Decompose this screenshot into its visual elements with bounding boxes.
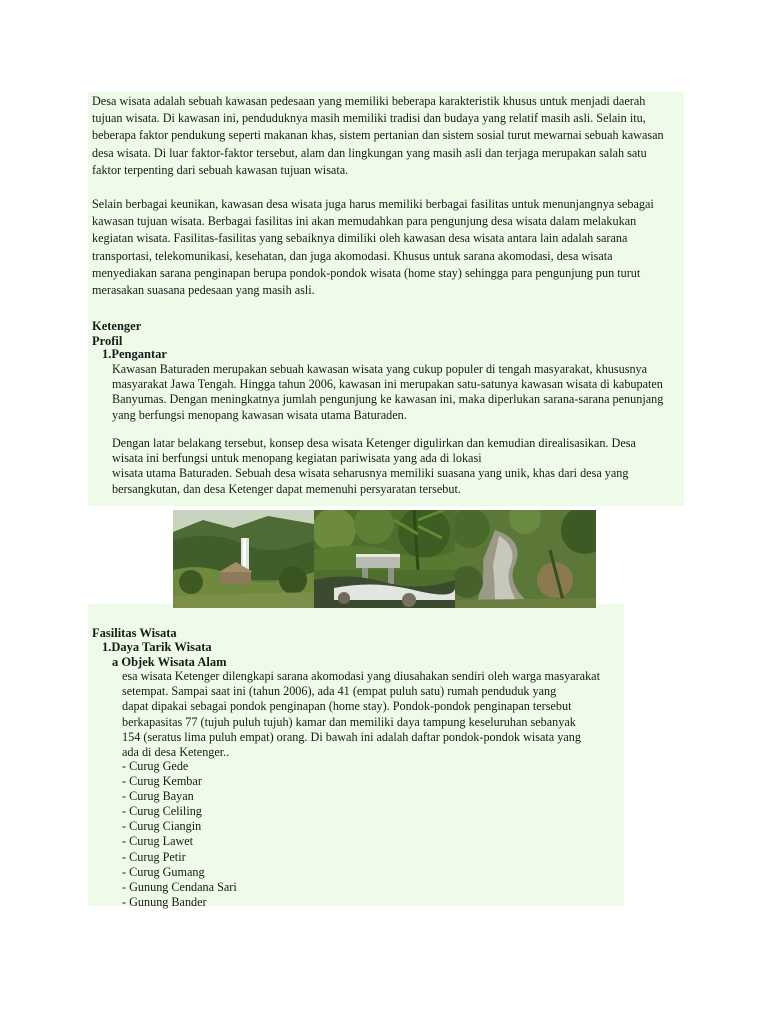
text-line: kegiatan wisata. Fasilitas-fasilitas yang sebaiknya dimiliki oleh kawasan desa wisata antara lain adalah sarana	[92, 231, 628, 246]
photo-stream	[455, 510, 596, 608]
list-item: - Curug Celiling	[122, 804, 202, 819]
text-line: 154 (seratus lima puluh empat) orang. Di bawah ini adalah daftar pondok-pondok wisata yang	[122, 729, 581, 744]
heading-profil: Profil	[92, 334, 123, 348]
text-line: yang berfungsi menopang kawasan wisata utama Baturaden.	[112, 407, 407, 422]
bridge-image	[314, 510, 455, 608]
text-line: setempat. Sampai saat ini (tahun 2006), ada 41 (empat puluh satu) rumah penduduk yang	[122, 684, 557, 699]
text-line: wisata ini berfungsi untuk menopang kegiatan pariwisata yang ada di lokasi	[112, 451, 482, 466]
text-line: menyediakan sarana penginapan berupa pondok-pondok wisata (home stay) sehingga para pengunjung pun turut	[92, 265, 641, 280]
text-line: beberapa faktor pendukung seperti makanan khas, sistem pertanian dan sistem sosial turut mewarnai sebuah kawasan	[92, 128, 664, 143]
list-item: - Gunung Bander	[122, 894, 207, 909]
text-line: berkapasitas 77 (tujuh puluh tujuh) kamar dan memiliki daya tampung keseluruhan sebanyak	[122, 714, 576, 729]
photo-strip	[173, 510, 596, 608]
photo-waterfall	[173, 510, 314, 608]
text-line: kawasan tujuan wisata. Berbagai fasilitas ini akan memudahkan para pengunjung desa wisata dalam melakukan	[92, 214, 637, 229]
text-line: bersangkutan, dan desa Ketenger dapat memenuhi persyaratan tersebut.	[112, 481, 461, 496]
intro-paragraph-1	[92, 93, 664, 179]
stream-image	[455, 510, 596, 608]
pengantar-paragraph-1	[112, 362, 663, 423]
text-line: esa wisata Ketenger dilengkapi sarana akomodasi yang diusahakan sendiri oleh warga masyarakat	[122, 669, 600, 683]
heading-fasilitas-wisata: Fasilitas Wisata	[92, 626, 177, 640]
text-line: Dengan latar belakang tersebut, konsep desa wisata Ketenger digulirkan dan kemudian direalisasikan. Desa	[112, 436, 636, 450]
text-line: faktor terpenting dari sebuah kawasan tujuan wisata.	[92, 162, 349, 177]
text-line: tujuan wisata. Di kawasan ini, penduduknya masih memiliki tradisi dan budaya yang relatif masih asli. Selain itu,	[92, 111, 646, 126]
list-item: - Curug Lawet	[122, 834, 194, 849]
text-line: Kawasan Baturaden merupakan sebuah kawasan wisata yang cukup populer di tengah masyarakat, khususnya	[112, 362, 648, 376]
pengantar-paragraph-2	[112, 436, 636, 497]
list-item: - Curug Gede	[122, 759, 189, 773]
text-line: transportasi, telekomunikasi, kesehatan, dan juga akomodasi. Khusus untuk sarana akomodasi, desa wisata	[92, 248, 613, 263]
text-line: wisata utama Baturaden. Sebuah desa wisata seharusnya memiliki suasana yang unik, khas dari desa yang	[112, 466, 629, 481]
text-line: dapat dipakai sebagai pondok penginapan (home stay). Pondok-pondok penginapan tersebut	[122, 699, 572, 714]
list-item: - Curug Petir	[122, 849, 186, 864]
waterfall-image	[173, 510, 314, 608]
list-item: - Curug Kembar	[122, 774, 202, 789]
text-line: Selain berbagai keunikan, kawasan desa wisata juga harus memiliki berbagai fasilitas untuk menunjangnya sebagai	[92, 197, 654, 211]
text-line: ada di desa Ketenger..	[122, 745, 230, 760]
text-line: desa wisata. Di luar faktor-faktor tersebut, alam dan lingkungan yang masih asli dan terjaga merupakan salah satu	[92, 145, 647, 160]
photo-bridge	[314, 510, 455, 608]
text-line: merasakan suasana pedesaan yang masih asli.	[92, 283, 315, 298]
list-item: - Gunung Cendana Sari	[122, 879, 237, 894]
list-item: - Curug Ciangin	[122, 819, 202, 834]
attraction-list	[122, 759, 237, 910]
heading-daya-tarik: 1.Daya Tarik Wisata	[102, 640, 212, 654]
intro-paragraph-2	[92, 196, 654, 299]
text-line: masyarakat Jawa Tengah. Hingga tahun 2006, kawasan ini merupakan satu-satunya kawasan wisata di kabupaten	[112, 377, 663, 392]
heading-pengantar: 1.Pengantar	[102, 347, 167, 361]
heading-ketenger: Ketenger	[92, 319, 142, 333]
heading-objek-wisata-alam: a Objek Wisata Alam	[112, 655, 227, 669]
text-line: Banyumas. Dengan meningkatnya jumlah pengunjung ke kawasan ini, maka diperlukan sarana-sarana penunjang	[112, 392, 664, 407]
list-item: - Curug Bayan	[122, 789, 194, 804]
list-item: - Curug Gumang	[122, 864, 205, 879]
text-line: Desa wisata adalah sebuah kawasan pedesaan yang memiliki beberapa karakteristik khusus untuk menjadi daerah	[92, 94, 646, 108]
objek-paragraph	[122, 669, 600, 760]
